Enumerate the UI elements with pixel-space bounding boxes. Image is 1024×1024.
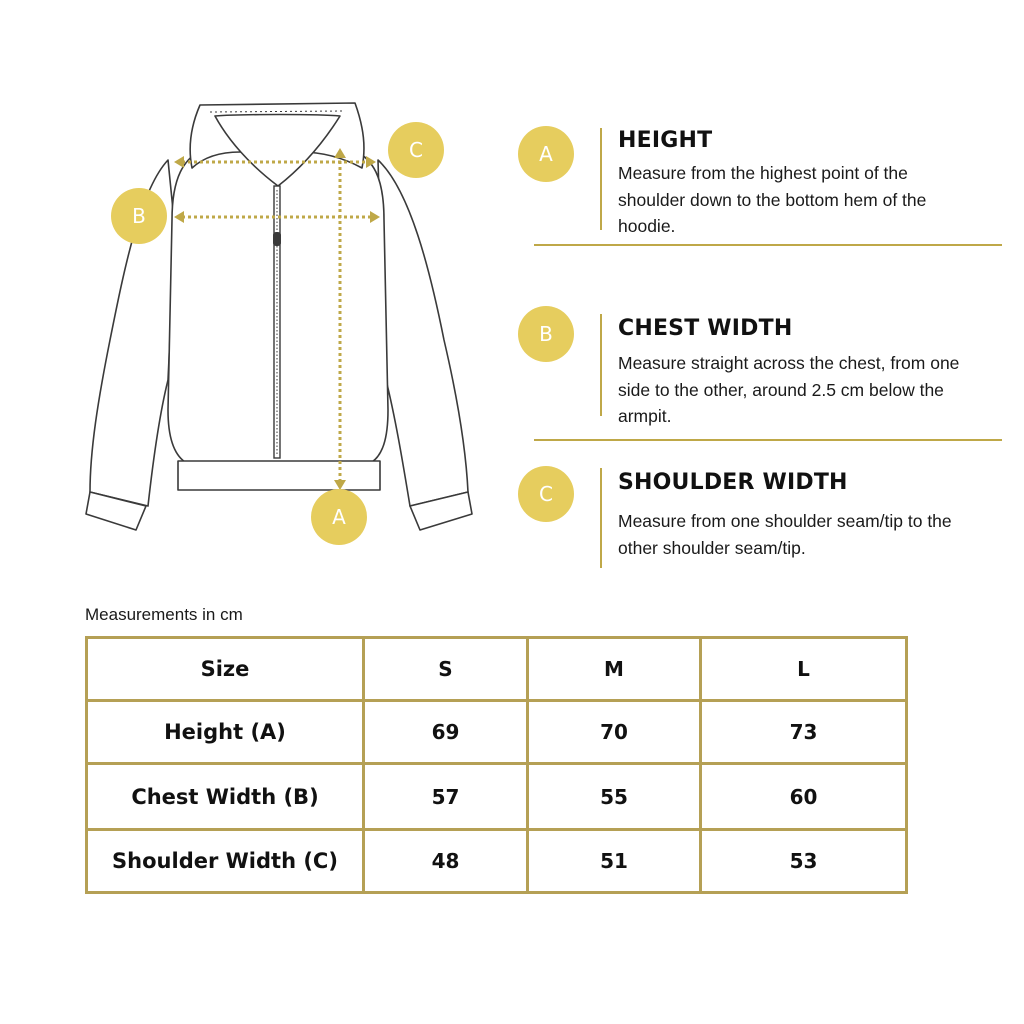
spec-badge-c: C bbox=[518, 466, 574, 522]
shoulder-arrow-left-head bbox=[174, 156, 184, 168]
spec-description: Measure from the highest point of the shoulder down to the bottom hem of the hoodie. bbox=[618, 163, 927, 236]
spec-badge-a: A bbox=[518, 126, 574, 182]
spec-divider bbox=[600, 314, 602, 416]
table-header-row bbox=[87, 638, 907, 701]
zipper bbox=[274, 186, 280, 458]
spec-height bbox=[600, 128, 1000, 236]
table-cell: 57 bbox=[364, 764, 528, 830]
table-caption: Measurements in cm bbox=[85, 605, 243, 624]
section-rule bbox=[534, 439, 1002, 441]
diagram-badge-a: A bbox=[311, 489, 367, 545]
header-cell: Size bbox=[87, 638, 364, 701]
spec-chest-width bbox=[600, 314, 1000, 426]
spec-title: CHEST WIDTH bbox=[618, 316, 793, 341]
spec-shoulder-width bbox=[600, 468, 1000, 568]
table-row bbox=[87, 830, 907, 893]
table-row bbox=[87, 764, 907, 830]
spec-description: Measure from one shoulder seam/tip to the other shoulder seam/tip. bbox=[618, 511, 952, 558]
header-cell: L bbox=[701, 638, 907, 701]
size-chart-table bbox=[85, 636, 908, 894]
table-cell: 70 bbox=[528, 701, 701, 764]
section-rule bbox=[534, 244, 1002, 246]
header-cell: S bbox=[364, 638, 528, 701]
table-cell: 53 bbox=[701, 830, 907, 893]
row-label: Height (A) bbox=[87, 701, 364, 764]
zipper-pull bbox=[273, 232, 281, 246]
spec-title: HEIGHT bbox=[618, 128, 713, 153]
table-row bbox=[87, 701, 907, 764]
right-sleeve bbox=[378, 160, 468, 506]
spec-divider bbox=[600, 468, 602, 568]
spec-badge-b: B bbox=[518, 306, 574, 362]
table-cell: 69 bbox=[364, 701, 528, 764]
spec-title: SHOULDER WIDTH bbox=[618, 470, 848, 495]
diagram-badge-b: B bbox=[111, 188, 167, 244]
hem-band bbox=[178, 461, 380, 490]
row-label: Shoulder Width (C) bbox=[87, 830, 364, 893]
header-cell: M bbox=[528, 638, 701, 701]
table-cell: 51 bbox=[528, 830, 701, 893]
spec-description: Measure straight across the chest, from one side to the other, around 2.5 cm below the armpit. bbox=[618, 353, 960, 426]
table-cell: 48 bbox=[364, 830, 528, 893]
table-cell: 73 bbox=[701, 701, 907, 764]
table-cell: 60 bbox=[701, 764, 907, 830]
diagram-badge-c: C bbox=[388, 122, 444, 178]
row-label: Chest Width (B) bbox=[87, 764, 364, 830]
table-cell: 55 bbox=[528, 764, 701, 830]
spec-divider bbox=[600, 128, 602, 230]
